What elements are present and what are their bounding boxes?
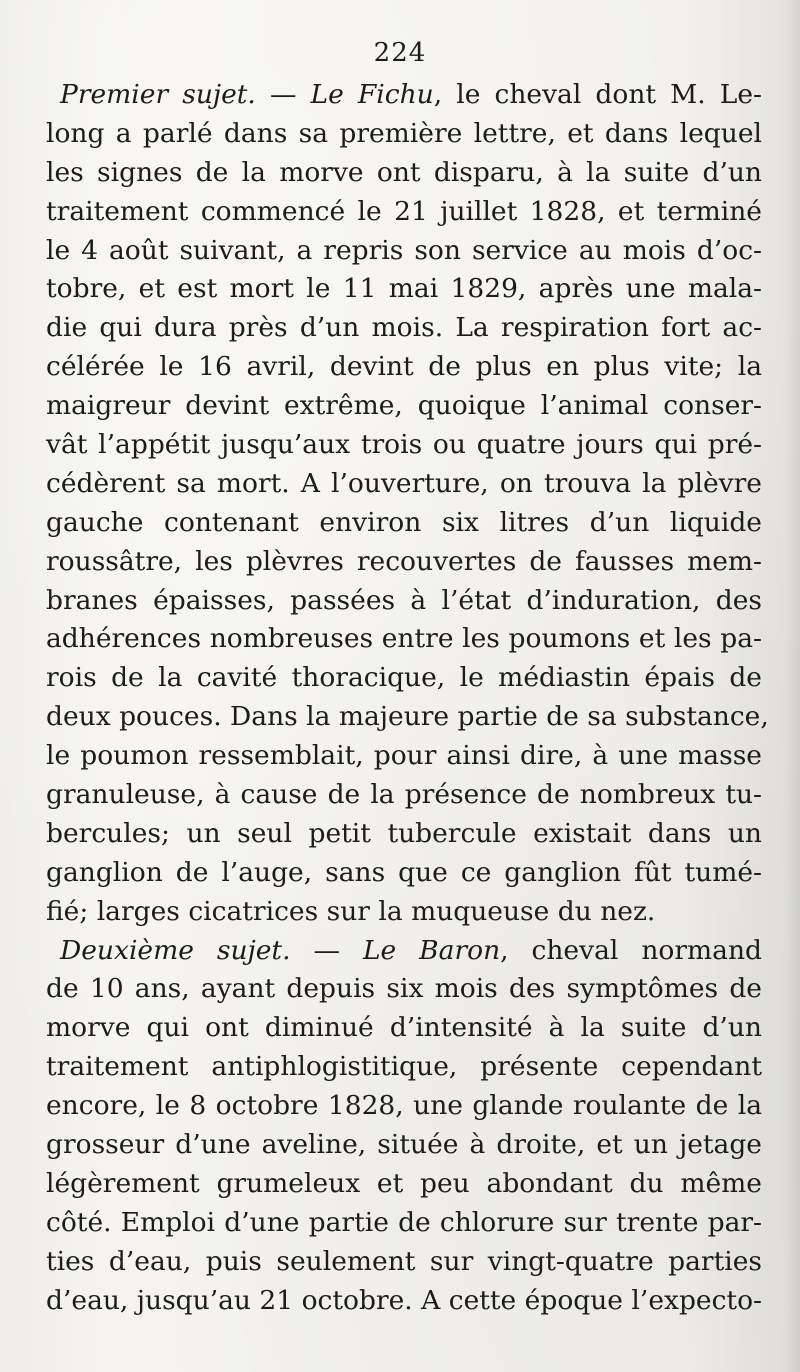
text-line: vât l’appétit jusqu’aux trois ou quatre jours qui pré- [46,429,762,461]
page-number: 224 [373,38,427,68]
text-line: morve qui ont diminué d’intensité à la suite d’un [46,1012,762,1044]
text-line: traitement antiphlogistitique, présente cependant [46,1051,762,1083]
paragraph-lead-line [46,76,762,115]
text-line: roussâtre, les plèvres recouvertes de fausses mem- [46,545,762,577]
text-line: cédèrent sa mort. A l’ouverture, on trouva la plèvre [46,467,762,499]
text-line: légèrement grumeleux et peu abondant du même [46,1167,762,1199]
text-line: le poumon ressemblait, pour ainsi dire, à une masse [46,740,762,772]
subject-label: Deuxième sujet. [60,934,291,966]
text-line: côté. Emploi d’une partie de chlorure sur trente par- [46,1206,762,1238]
text-line: maigreur devint extrême, quoique l’animal conser- [46,390,762,422]
lead-rest: , cheval normand [500,934,762,966]
text-line: d’eau, jusqu’au 21 octobre. A cette époque l’expecto- [46,1284,762,1316]
lead-separator: — [290,934,363,966]
horse-name: Le Baron [362,934,501,966]
paragraph-deuxieme-sujet [46,932,762,1321]
horse-name: Le Fichu [310,79,434,110]
text-line: rois de la cavité thoracique, le médiastin épais de [46,662,762,694]
page-edge-shadow [786,0,800,1372]
text-line: adhérences nombreuses entre les poumons et les pa- [46,623,762,655]
text-line: le 4 août suivant, a repris son service au mois d’oc- [46,234,762,266]
text-line: ganglion de l’auge, sans que ce ganglion fût tumé- [46,856,762,888]
text-line-last: fié; larges cicatrices sur la muqueuse du nez. [46,895,656,927]
text-line: die qui dura près d’un mois. La respiration fort ac- [46,312,762,344]
text-line: de 10 ans, ayant depuis six mois des symptômes de [46,973,762,1005]
text-line: encore, le 8 octobre 1828, une glande roulante de la [46,1090,762,1122]
text-line: bercules; un seul petit tubercule existait dans un [46,817,762,849]
text-line: deux pouces. Dans la majeure partie de sa substance, [46,701,769,733]
text-line: traitement commencé le 21 juillet 1828, et terminé [46,195,762,227]
lead-rest: , le cheval dont M. Le- [433,79,762,110]
text-line: gauche contenant environ six litres d’un liquide [46,506,762,538]
text-line: branes épaisses, passées à l’état d’induration, des [46,584,762,616]
text-line: grosseur d’une aveline, située à droite, et un jetage [46,1129,762,1161]
body-text [46,76,769,1321]
text-line: célérée le 16 avril, devint de plus en plus vite; la [46,351,762,383]
text-line: tobre, et est mort le 11 mai 1829, après une mala- [46,273,762,305]
paragraph-lead-line [46,932,762,971]
lead-separator: — [255,79,311,110]
text-line: les signes de la morve ont disparu, à la suite d’un [46,156,762,188]
subject-label: Premier sujet. [60,79,256,110]
text-line: ties d’eau, puis seulement sur vingt-quatre parties [46,1245,762,1277]
paragraph-premier-sujet [46,76,769,932]
text-line: long a parlé dans sa première lettre, et dans lequel [46,117,762,149]
text-line: granuleuse, à cause de la présence de nombreux tu- [46,779,762,811]
